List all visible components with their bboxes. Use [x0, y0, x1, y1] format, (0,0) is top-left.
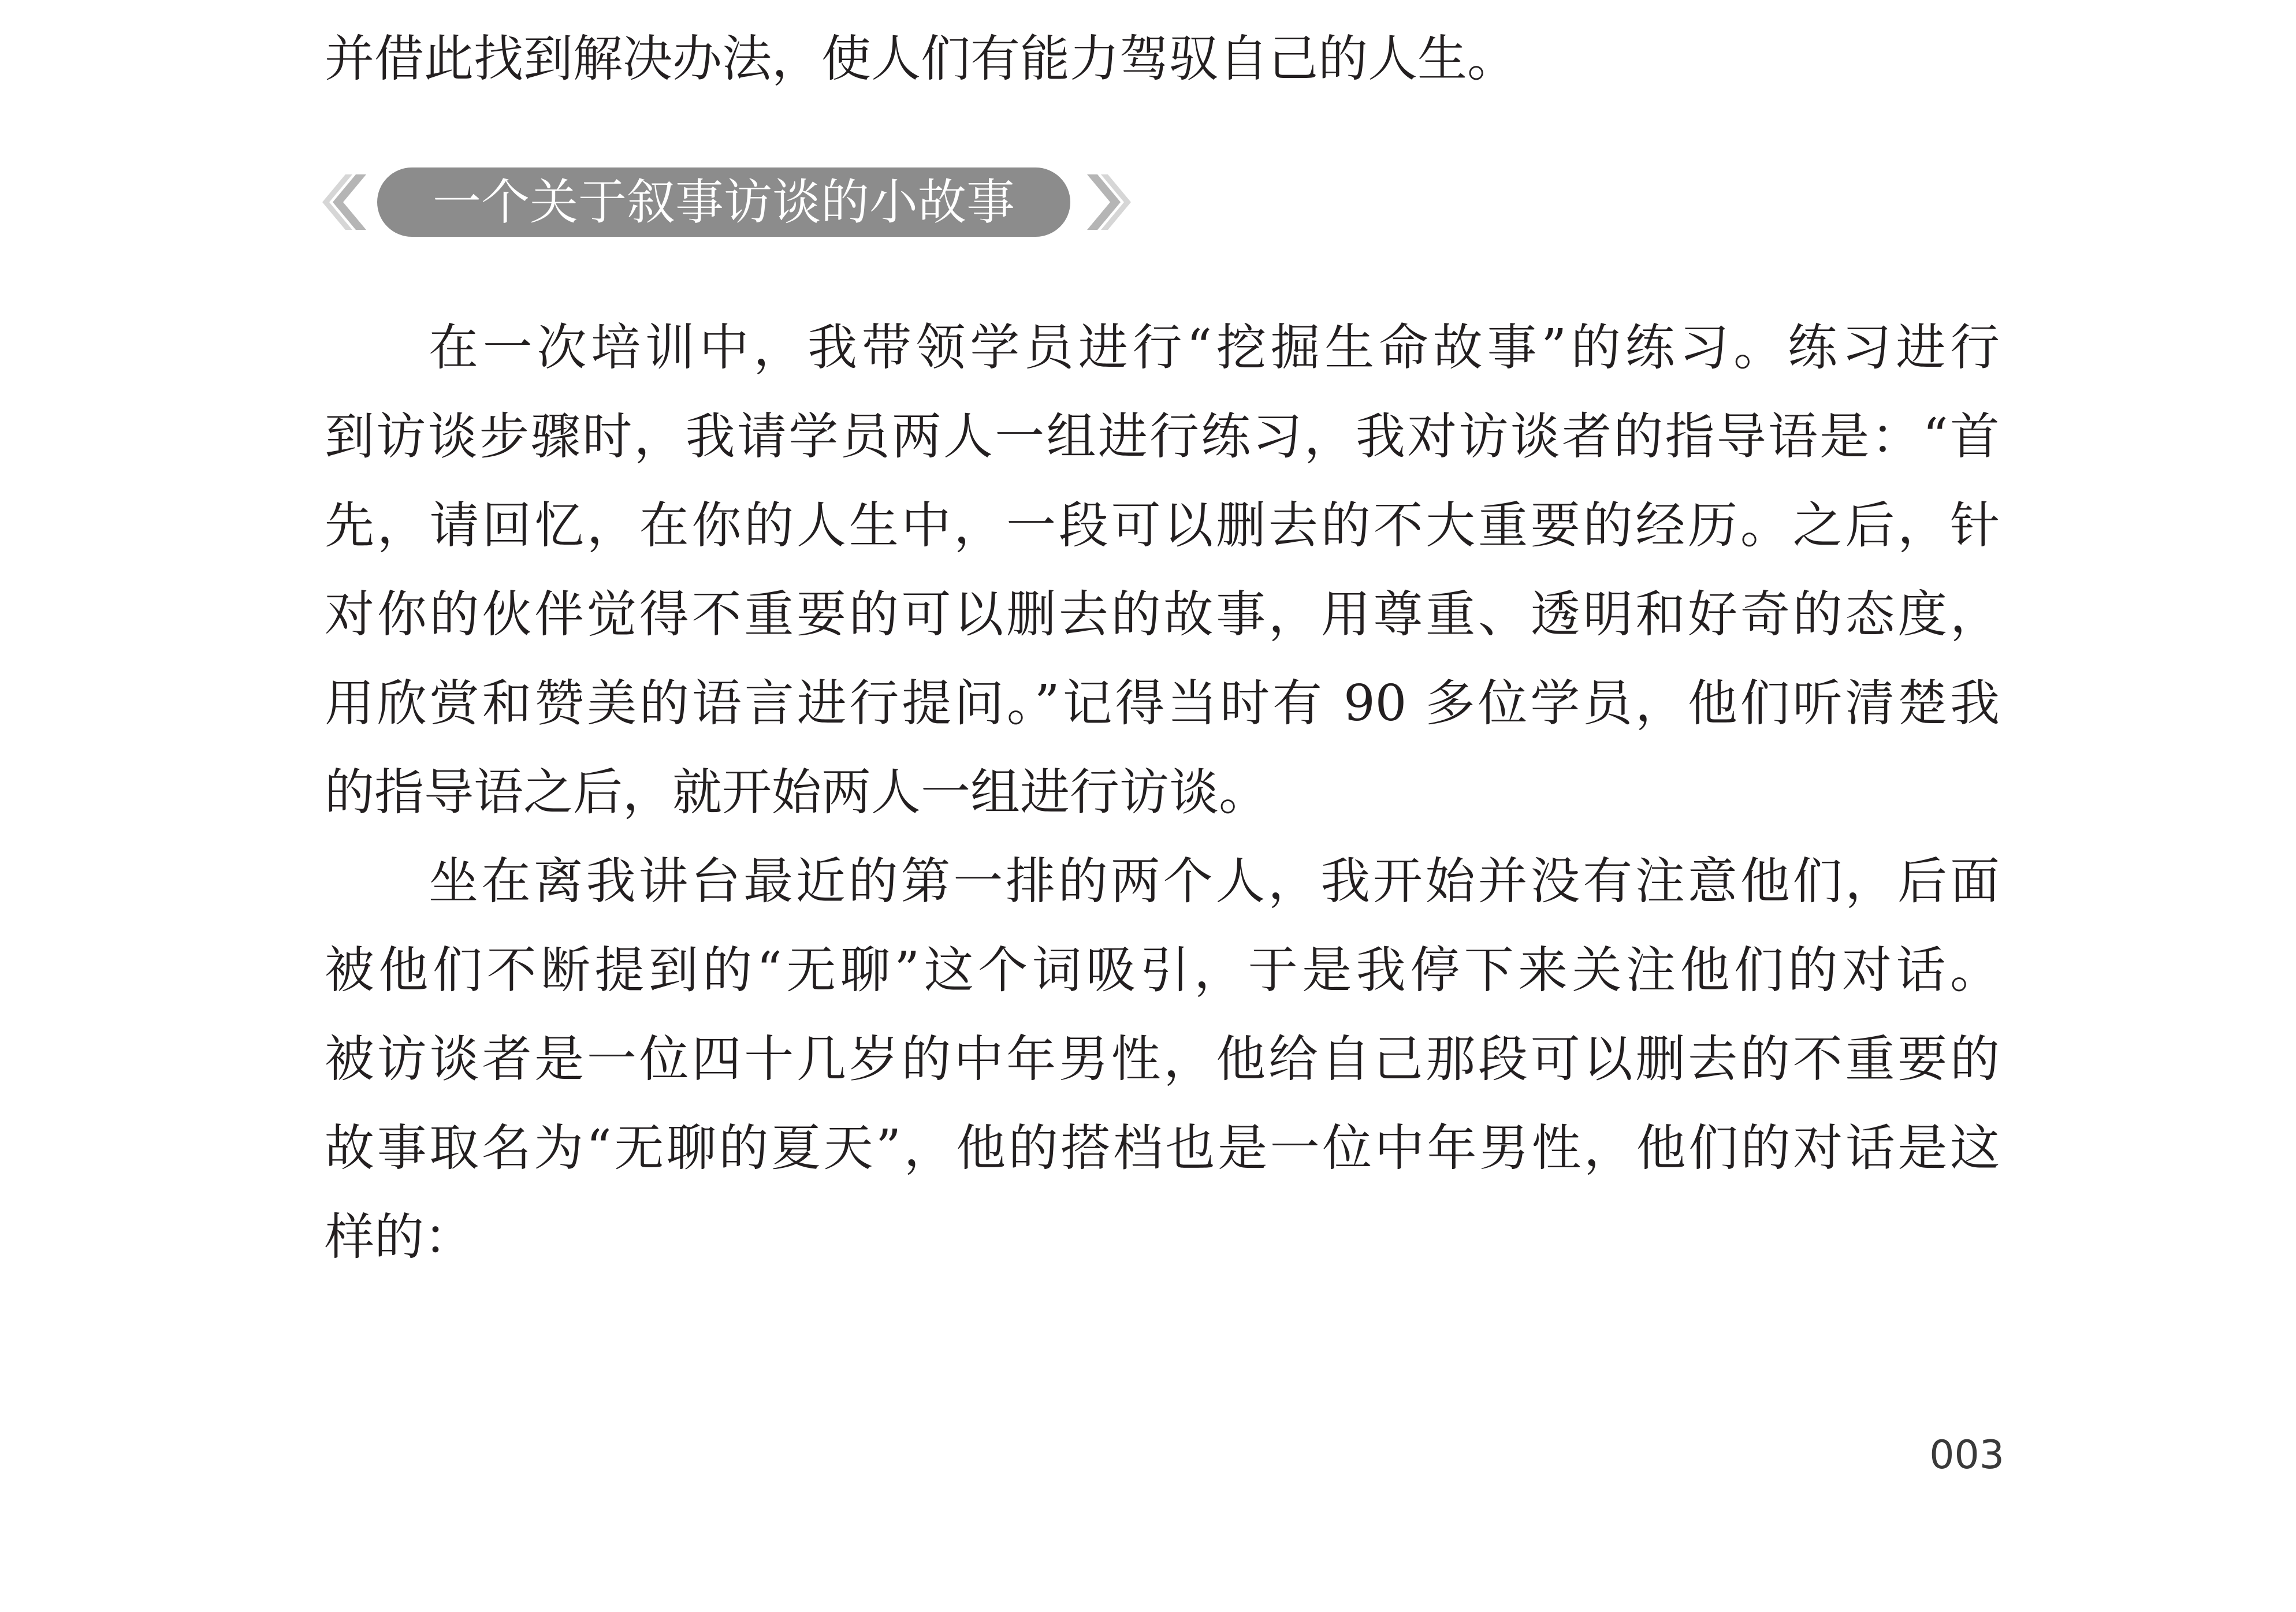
body-text-line: 先，请回忆，在你的人生中，一段可以删去的不大重要的经历。之后，针 [325, 497, 2000, 554]
body-text-line: 在一次培训中，我带领学员进行“挖掘生命故事”的练习。练习进行 [429, 319, 2000, 377]
body-text-line: 样的： [325, 1208, 474, 1266]
body-text-line: 坐在离我讲台最近的第一排的两个人，我开始并没有注意他们，后面 [429, 852, 2000, 910]
body-text-line: 故事取名为“无聊的夏天”，他的搭档也是一位中年男性，他们的对话是这 [325, 1119, 2000, 1177]
double-chevron-left-icon [322, 174, 374, 230]
page-number: 003 [1929, 1432, 2004, 1478]
double-chevron-right-icon [1079, 174, 1131, 230]
body-text-line: 到访谈步骤时，我请学员两人一组进行练习，我对访谈者的指导语是：“首 [325, 408, 2000, 466]
section-heading-title: 一个关于叙事访谈的小故事 [377, 167, 1070, 237]
section-heading [322, 162, 1143, 243]
body-text-line: 用欣赏和赞美的语言进行提问。”记得当时有 90 多位学员，他们听清楚我 [325, 675, 2000, 732]
body-text-line: 被访谈者是一位四十几岁的中年男性，他给自己那段可以删去的不重要的 [325, 1030, 2000, 1088]
body-text-line: 对你的伙伴觉得不重要的可以删去的故事，用尊重、透明和好奇的态度， [325, 586, 2000, 643]
body-text-line: 的指导语之后，就开始两人一组进行访谈。 [325, 764, 1268, 821]
body-text-line: 并借此找到解决办法，使人们有能力驾驭自己的人生。 [325, 30, 1517, 88]
body-text-line: 被他们不断提到的“无聊”这个词吸引，于是我停下来关注他们的对话。 [325, 941, 2000, 999]
